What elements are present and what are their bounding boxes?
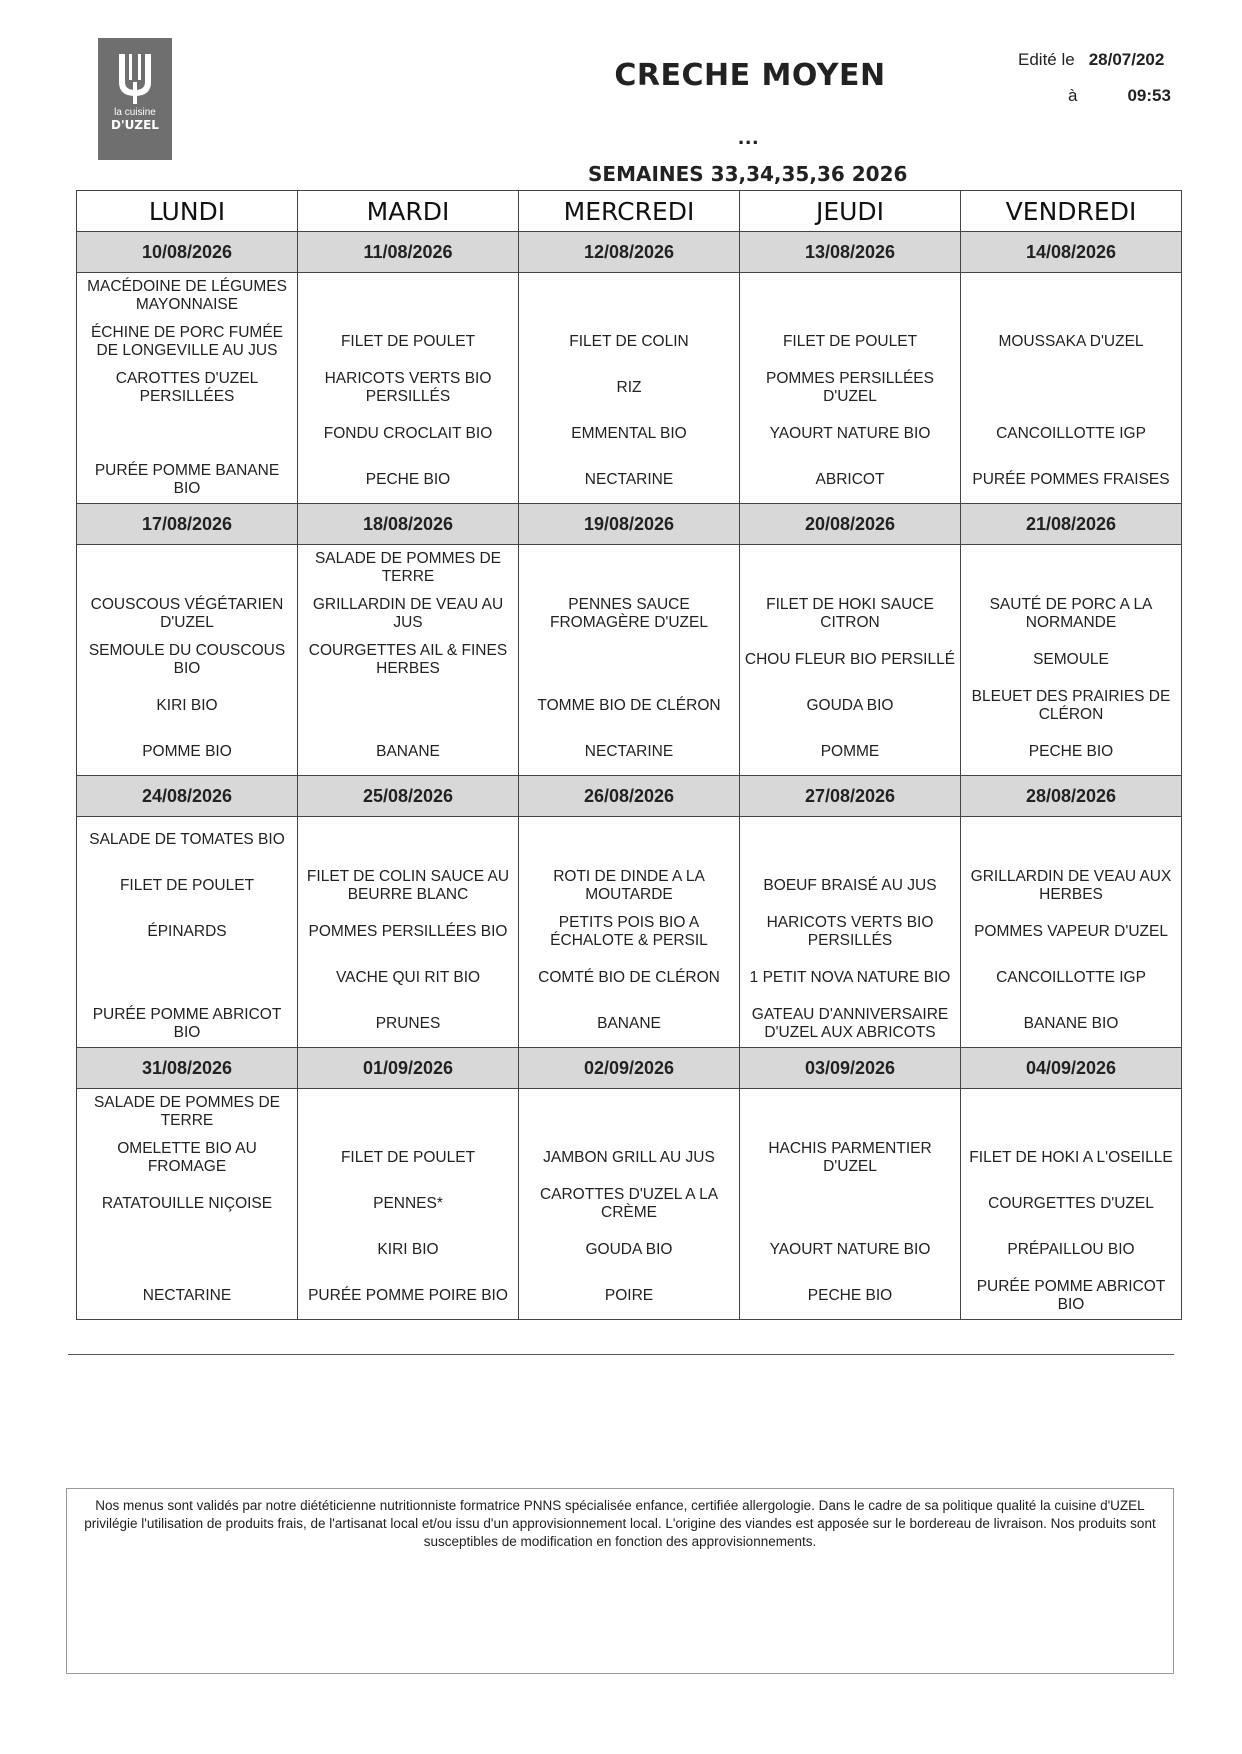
menu-item (298, 817, 518, 863)
menu-item: HARICOTS VERTS BIO PERSILLÉS (324, 370, 492, 405)
menu-item: BLEUET DES PRAIRIES DE CLÉRON (971, 688, 1171, 723)
menu-item: FILET DE COLIN (569, 333, 689, 350)
menu-cell (961, 817, 1182, 1048)
menu-item: EMMENTAL BIO (571, 425, 687, 442)
menu-item: ÉPINARDS (147, 923, 227, 940)
menu-item: COUSCOUS VÉGÉTARIEN D'UZEL (90, 596, 284, 631)
day-header: LUNDI (77, 191, 298, 232)
menu-item: PURÉE POMME ABRICOT BIO (92, 1006, 282, 1041)
menu-item: BANANE (597, 1015, 661, 1032)
menu-item (961, 365, 1181, 411)
logo-line2: D'UZEL (111, 118, 159, 132)
menu-cell (77, 273, 298, 504)
edit-label: Edité le (1018, 50, 1075, 69)
menu-item: SAUTÉ DE PORC A LA NORMANDE (989, 596, 1153, 631)
menu-item: FILET DE POULET (340, 1149, 476, 1166)
date-cell: 19/08/2026 (519, 504, 740, 545)
date-cell: 18/08/2026 (298, 504, 519, 545)
menu-item (740, 1089, 960, 1135)
menu-item: SALADE DE POMMES DE TERRE (314, 550, 502, 585)
edit-time: 09:53 (1127, 86, 1171, 105)
menu-item: NECTARINE (584, 743, 674, 760)
menu-cell (519, 1089, 740, 1320)
menu-item (77, 545, 297, 591)
menu-cell (740, 1089, 961, 1320)
date-row (77, 1048, 1182, 1089)
menu-item: SEMOULE (1033, 651, 1109, 668)
date-cell: 25/08/2026 (298, 776, 519, 817)
menu-item: TOMME BIO DE CLÉRON (537, 697, 721, 714)
menu-item: POMMES PERSILLÉES D'UZEL (766, 370, 934, 405)
menu-item: KIRI BIO (156, 697, 218, 714)
menu-cell (519, 817, 740, 1048)
date-cell: 12/08/2026 (519, 232, 740, 273)
menu-item: RATATOUILLE NIÇOISE (101, 1195, 273, 1212)
time-label: à (1068, 86, 1078, 105)
menu-cell (77, 817, 298, 1048)
menu-item: FILET DE HOKI SAUCE CITRON (766, 596, 934, 631)
date-cell: 20/08/2026 (740, 504, 961, 545)
menu-row (77, 273, 1182, 504)
menu-item (519, 545, 739, 591)
menu-item: CANCOILLOTTE IGP (996, 969, 1146, 986)
menu-item: MOUSSAKA D'UZEL (998, 333, 1144, 350)
menu-item (740, 545, 960, 591)
menu-item: PECHE BIO (365, 471, 451, 488)
divider (68, 1354, 1174, 1355)
menu-item (298, 1089, 518, 1135)
menu-item (298, 273, 518, 319)
menu-row (77, 545, 1182, 776)
date-cell: 04/09/2026 (961, 1048, 1182, 1089)
menu-item: CAROTTES D'UZEL PERSILLÉES (115, 370, 259, 405)
menu-row (77, 1089, 1182, 1320)
menu-cell (298, 273, 519, 504)
menu-item: 1 PETIT NOVA NATURE BIO (749, 969, 951, 986)
menu-cell (961, 273, 1182, 504)
menu-item: SEMOULE DU COUSCOUS BIO (88, 642, 286, 677)
menu-item: PURÉE POMME BANANE BIO (94, 462, 280, 497)
menu-item: PURÉE POMME ABRICOT BIO (976, 1278, 1166, 1313)
date-cell: 10/08/2026 (77, 232, 298, 273)
date-row (77, 776, 1182, 817)
menu-item: ROTI DE DINDE A LA MOUTARDE (553, 868, 705, 903)
menu-item: YAOURT NATURE BIO (769, 1241, 931, 1258)
footer-note: Nos menus sont validés par notre diététicienne nutritionniste formatrice PNNS spécialisée enfance, certifiée allergologie. Dans le cadre de sa politique qualité la cuisine d'UZEL privilégie l'utilisation de produits frais, de l'artisanat local et/ou issu d'un approvisionnement local. L'origine des viandes est apposée sur le bordereau de livraison. Nos produits sont susceptibles de modification en fonction des approvisionnements. (66, 1488, 1174, 1674)
menu-item: HARICOTS VERTS BIO PERSILLÉS (766, 914, 934, 949)
menu-item: SALADE DE POMMES DE TERRE (93, 1094, 281, 1129)
menu-cell (77, 545, 298, 776)
menu-item: KIRI BIO (377, 1241, 439, 1258)
day-header: JEUDI (740, 191, 961, 232)
menu-cell (961, 545, 1182, 776)
date-cell: 02/09/2026 (519, 1048, 740, 1089)
menu-item (961, 273, 1181, 319)
menu-item: FILET DE POULET (119, 877, 255, 894)
menu-item (77, 411, 297, 457)
menu-item: FILET DE POULET (782, 333, 918, 350)
menu-cell (519, 545, 740, 776)
menu-item (961, 545, 1181, 591)
menu-item: CAROTTES D'UZEL A LA CRÈME (539, 1186, 719, 1221)
menu-item (519, 817, 739, 863)
menu-item: JAMBON GRILL AU JUS (543, 1149, 715, 1166)
menu-item: POMMES PERSILLÉES BIO (308, 923, 508, 940)
menu-item: POMME BIO (142, 743, 232, 760)
menu-item: COURGETTES D'UZEL (988, 1195, 1154, 1212)
menu-item: RIZ (616, 379, 642, 396)
menu-item: GOUDA BIO (585, 1241, 673, 1258)
menu-cell (519, 273, 740, 504)
menu-item (961, 1089, 1181, 1135)
day-header: MARDI (298, 191, 519, 232)
menu-item (740, 817, 960, 863)
menu-cell (298, 1089, 519, 1320)
date-cell: 28/08/2026 (961, 776, 1182, 817)
menu-cell (961, 1089, 1182, 1320)
menu-item: BANANE (376, 743, 440, 760)
menu-cell (298, 817, 519, 1048)
menu-item: FILET DE COLIN SAUCE AU BEURRE BLANC (306, 868, 510, 903)
day-header: VENDREDI (961, 191, 1182, 232)
menu-item: COMTÉ BIO DE CLÉRON (538, 969, 720, 986)
menu-item (961, 817, 1181, 863)
edit-date: 28/07/202 (1088, 50, 1165, 69)
title-dots: ... (738, 124, 760, 149)
menu-item: PENNES SAUCE FROMAGÈRE D'UZEL (550, 596, 708, 631)
menu-cell (740, 817, 961, 1048)
menu-row (77, 817, 1182, 1048)
menu-item: FILET DE POULET (340, 333, 476, 350)
menu-item (298, 683, 518, 729)
menu-item: BOEUF BRAISÉ AU JUS (763, 877, 937, 894)
day-header: MERCREDI (519, 191, 740, 232)
date-row (77, 232, 1182, 273)
menu-item: CANCOILLOTTE IGP (996, 425, 1146, 442)
menu-cell (77, 1089, 298, 1320)
menu-item (519, 1089, 739, 1135)
menu-cell (740, 545, 961, 776)
menu-item: FONDU CROCLAIT BIO (323, 425, 493, 442)
menu-item: POMME (820, 743, 880, 760)
edit-date-line (1018, 50, 1164, 70)
date-cell: 31/08/2026 (77, 1048, 298, 1089)
menu-item: MACÉDOINE DE LÉGUMES MAYONNAISE (87, 278, 287, 313)
menu-item: POIRE (604, 1287, 654, 1304)
date-cell: 21/08/2026 (961, 504, 1182, 545)
menu-item (519, 273, 739, 319)
menu-item: PURÉE POMMES FRAISES (972, 471, 1170, 488)
menu-item: PRUNES (375, 1015, 441, 1032)
fork-icon (115, 52, 155, 106)
menu-item: PRÉPAILLOU BIO (1007, 1241, 1135, 1258)
menu-item: GATEAU D'ANNIVERSAIRE D'UZEL AUX ABRICOTS (751, 1006, 949, 1041)
menu-item: GRILLARDIN DE VEAU AUX HERBES (970, 868, 1172, 903)
page-title: CRECHE MOYEN (614, 58, 886, 93)
menu-item: YAOURT NATURE BIO (769, 425, 931, 442)
menu-item: FILET DE HOKI A L'OSEILLE (969, 1149, 1173, 1166)
date-cell: 01/09/2026 (298, 1048, 519, 1089)
menu-cell (740, 273, 961, 504)
menu-item: NECTARINE (584, 471, 674, 488)
menu-item (77, 955, 297, 1001)
menu-item: POMMES VAPEUR D'UZEL (974, 923, 1168, 940)
logo-line1: la cuisine (114, 107, 156, 118)
menu-item: SALADE DE TOMATES BIO (89, 831, 285, 848)
date-cell: 03/09/2026 (740, 1048, 961, 1089)
menu-item: BANANE BIO (1023, 1015, 1119, 1032)
menu-item: ABRICOT (815, 471, 885, 488)
menu-item: PETITS POIS BIO A ÉCHALOTE & PERSIL (550, 914, 708, 949)
edit-time-line (1068, 86, 1171, 106)
menu-item: PECHE BIO (807, 1287, 893, 1304)
menu-item (77, 1227, 297, 1273)
menu-item: PURÉE POMME POIRE BIO (308, 1287, 508, 1304)
menu-item: COURGETTES AIL & FINES HERBES (308, 642, 508, 677)
menu-item: VACHE QUI RIT BIO (335, 969, 481, 986)
menu-item: NECTARINE (142, 1287, 232, 1304)
menu-item: GRILLARDIN DE VEAU AU JUS (312, 596, 504, 631)
date-cell: 24/08/2026 (77, 776, 298, 817)
date-cell: 13/08/2026 (740, 232, 961, 273)
menu-item: PENNES* (373, 1195, 443, 1212)
menu-item: PECHE BIO (1028, 743, 1114, 760)
menu-item: GOUDA BIO (806, 697, 894, 714)
date-cell: 17/08/2026 (77, 504, 298, 545)
day-header-row (77, 191, 1182, 232)
menu-table (76, 190, 1182, 1320)
date-cell: 27/08/2026 (740, 776, 961, 817)
menu-cell (298, 545, 519, 776)
logo (98, 38, 172, 160)
menu-item: HACHIS PARMENTIER D'UZEL (768, 1140, 932, 1175)
menu-item (519, 637, 739, 683)
date-cell: 11/08/2026 (298, 232, 519, 273)
date-cell: 26/08/2026 (519, 776, 740, 817)
menu-item (740, 1181, 960, 1227)
menu-item: CHOU FLEUR BIO PERSILLÉ (744, 651, 956, 668)
weeks-heading: SEMAINES 33,34,35,36 2026 (588, 162, 908, 186)
menu-item: ÉCHINE DE PORC FUMÉE DE LONGEVILLE AU JUS (90, 324, 284, 359)
menu-item (740, 273, 960, 319)
date-row (77, 504, 1182, 545)
menu-item: OMELETTE BIO AU FROMAGE (117, 1140, 257, 1175)
date-cell: 14/08/2026 (961, 232, 1182, 273)
